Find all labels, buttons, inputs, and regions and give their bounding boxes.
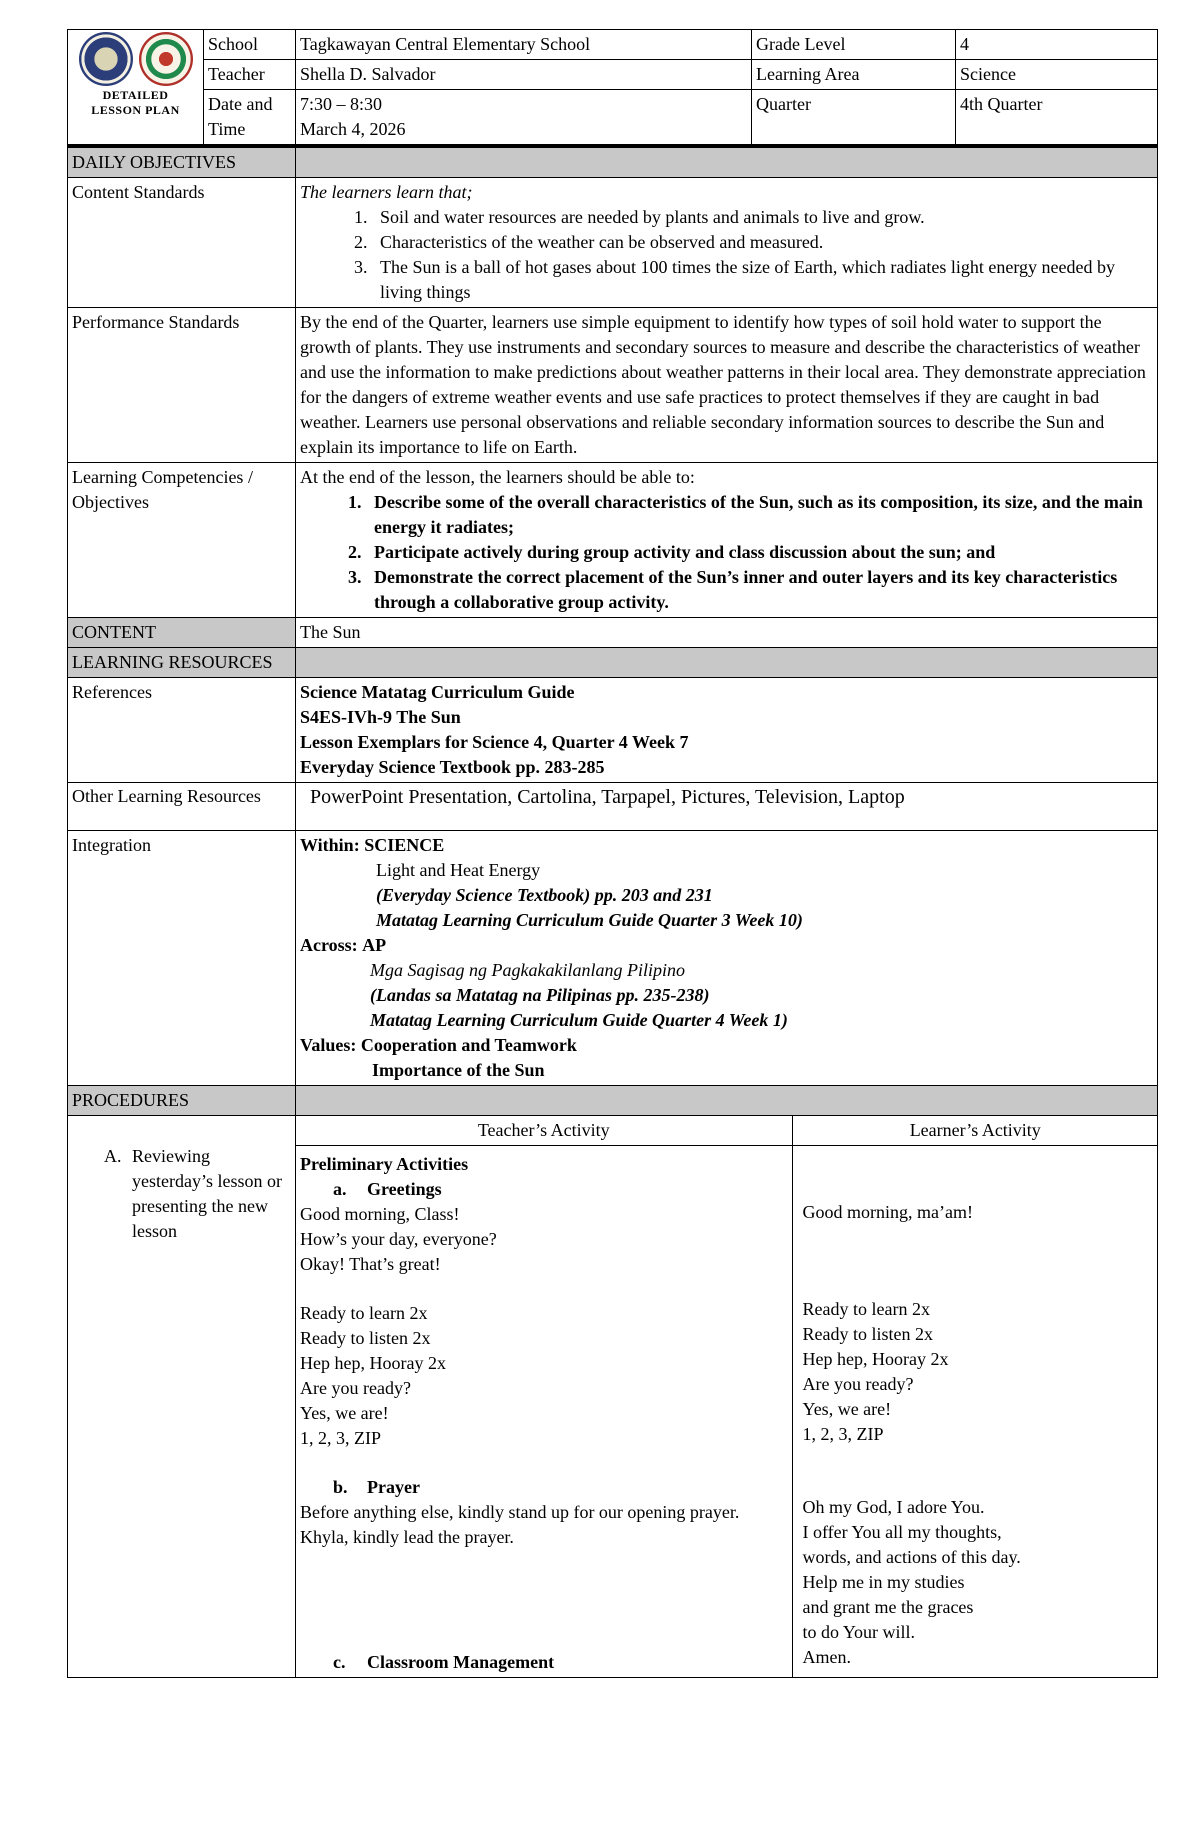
dlp-label-2: LESSON PLAN [91,103,180,117]
values-label: Values: [300,1035,357,1055]
learner-prayer-line: and grant me the graces [802,1597,974,1617]
management-label: Classroom Management [367,1652,555,1672]
prayer-label: Prayer [367,1477,420,1497]
learner-line: Yes, we are! [802,1399,892,1419]
school-label: School [204,30,296,60]
reference-item: Everyday Science Textbook pp. 283-285 [300,757,605,777]
performance-standards-text: By the end of the Quarter, learners use simple equipment to identify how types of soil hold water to support the growth of plants. They use instruments and secondary sources to measure and describe the characteristics of weather and use the information to make predictions about weather patterns in their local area. They demonstrate appreciation for the dangers of extreme weather events and use safe practices to protect themselves if they are caught in bad weather. Learners use personal observations and reliable secondary information sources to describe the Sun and explain its importance to life on Earth. [296,308,1158,463]
teacher-line: Ready to learn 2x [300,1303,428,1323]
integration-cell [296,831,1158,1086]
teacher-line: 1, 2, 3, ZIP [300,1428,381,1448]
area-label: Learning Area [752,60,956,90]
across-topic: Mga Sagisag ng Pagkakakilanlang Pilipino [370,960,685,980]
values-line [300,1033,1153,1058]
school-value: Tagkawayan Central Elementary School [296,30,752,60]
procedures-heading: PROCEDURES [68,1086,296,1116]
procedure-step-cell [68,1116,296,1678]
reference-item: S4ES-IVh-9 The Sun [300,707,461,727]
within-ref-2: Matatag Learning Curriculum Guide Quarter 3 Week 10) [376,910,803,930]
lesson-plan-page [67,29,1157,1678]
content-value: The Sun [296,618,1158,648]
competencies-intro: At the end of the lesson, the learners should be able to: [300,467,695,487]
learning-resources-heading: LEARNING RESOURCES [68,648,296,678]
teacher-label: Teacher [204,60,296,90]
list-item: 1. Describe some of the overall characteristics of the Sun, such as its composition, its size, and the main energy it radiates; [366,490,1153,540]
management-mark: c. [333,1652,346,1672]
learner-prayer-line: words, and actions of this day. [802,1547,1021,1567]
date-value: March 4, 2026 [300,119,406,139]
teacher-line: How’s your day, everyone? [300,1229,497,1249]
learner-prayer-line: I offer You all my thoughts, [802,1522,1002,1542]
learner-line: Good morning, ma’am! [802,1202,973,1222]
learner-line: 1, 2, 3, ZIP [802,1424,884,1444]
deped-seal-icon [79,32,133,86]
teacher-line: Are you ready? [300,1378,411,1398]
integration-label: Integration [68,831,296,1086]
references-label: References [68,678,296,783]
reference-item: Science Matatag Curriculum Guide [300,682,575,702]
header-table [67,29,1158,148]
logo-cell [68,30,204,147]
quarter-label: Quarter [752,90,956,147]
content-standards-label: Content Standards [68,178,296,308]
learner-prayer-line: Amen. [802,1647,851,1667]
daily-objectives-heading-fill [296,148,1158,178]
procedures-heading-fill [296,1086,1158,1116]
within-ref-1: (Everyday Science Textbook) pp. 203 and 231 [376,885,713,905]
grade-label: Grade Level [752,30,956,60]
learner-activity-cell [792,1146,1158,1678]
body-table [67,147,1158,1678]
teacher-line: Yes, we are! [300,1403,389,1423]
quarter-value: 4th Quarter [956,90,1158,147]
across-ref-1: (Landas sa Matatag na Pilipinas pp. 235-238) [370,985,710,1005]
list-item: 2. Participate actively during group activity and class discussion about the sun; and [366,540,1153,565]
teacher-activity-cell [296,1146,792,1678]
preliminary-heading: Preliminary Activities [300,1154,469,1174]
school-seal-icon [139,32,193,86]
teacher-value: Shella D. Salvador [296,60,752,90]
prayer-mark: b. [333,1477,348,1497]
learner-prayer-line: Oh my God, I adore You. [802,1497,985,1517]
learning-resources-heading-fill [296,648,1158,678]
daily-objectives-heading: DAILY OBJECTIVES [68,148,296,178]
content-standards-cell [296,178,1158,308]
learner-line: Hep hep, Hooray 2x [802,1349,949,1369]
date-label-1: Date and [208,94,273,114]
activities-table [296,1116,1158,1677]
grade-value: 4 [956,30,1158,60]
date-label-2: Time [208,119,246,139]
values-2: Importance of the Sun [372,1060,545,1080]
step-a-mark: A. [104,1146,122,1166]
greetings-mark: a. [333,1179,347,1199]
competencies-list [300,490,1153,615]
teacher-prayer-text: Before anything else, kindly stand up for our opening prayer. Khyla, kindly lead the prayer. [300,1502,740,1547]
within-subject: SCIENCE [364,835,445,855]
content-standards-list [300,205,1153,305]
management-heading [300,1650,788,1675]
activities-cell [296,1116,1158,1678]
within-topic: Light and Heat Energy [376,860,541,880]
date-time-value [296,90,752,147]
list-item: 3. Demonstrate the correct placement of the Sun’s inner and outer layers and its key characteristics through a collaborative group activity. [366,565,1153,615]
reference-item: Lesson Exemplars for Science 4, Quarter 4 Week 7 [300,732,689,752]
other-resources-value: PowerPoint Presentation, Cartolina, Tarpapel, Pictures, Television, Laptop [296,783,1158,831]
values-1: Cooperation and Teamwork [360,1035,577,1055]
teacher-line: Ready to listen 2x [300,1328,431,1348]
other-resources-label: Other Learning Resources [68,783,296,831]
dlp-label-1: DETAILED [102,88,169,102]
competencies-cell [296,463,1158,618]
content-standards-intro: The learners learn that; [300,182,473,202]
learner-line: Ready to learn 2x [802,1299,930,1319]
procedure-step-a [68,1116,295,1244]
date-label [204,90,296,147]
list-item: 2. Characteristics of the weather can be observed and measured. [372,230,1153,255]
list-item: 1. Soil and water resources are needed by plants and animals to live and grow. [372,205,1153,230]
across-ref-2: Matatag Learning Curriculum Guide Quarter 4 Week 1) [370,1010,788,1030]
within-label: Within: [300,835,360,855]
teacher-line: Okay! That’s great! [300,1254,441,1274]
content-label: CONTENT [68,618,296,648]
performance-standards-label: Performance Standards [68,308,296,463]
step-a-label: Reviewing yesterday’s lesson or presenting the new lesson [132,1146,282,1241]
across-subject: AP [362,935,387,955]
list-item: 3. The Sun is a ball of hot gases about 100 times the size of Earth, which radiates light energy needed by living things [372,255,1153,305]
teacher-activity-header: Teacher’s Activity [296,1116,792,1146]
prayer-heading [300,1475,788,1500]
learner-line: Ready to listen 2x [802,1324,933,1344]
learner-line: Are you ready? [802,1374,914,1394]
time-value: 7:30 – 8:30 [300,94,383,114]
teacher-line: Hep hep, Hooray 2x [300,1353,446,1373]
area-value: Science [956,60,1158,90]
across-label: Across: [300,935,358,955]
learner-prayer-line: Help me in my studies [802,1572,965,1592]
learner-activity-header: Learner’s Activity [792,1116,1158,1146]
competencies-label: Learning Competencies / Objectives [68,463,296,618]
learner-prayer-line: to do Your will. [802,1622,916,1642]
references-cell [296,678,1158,783]
greetings-label: Greetings [367,1179,442,1199]
across-line [300,933,1153,958]
greetings-heading [300,1177,788,1202]
teacher-line: Good morning, Class! [300,1204,460,1224]
within-line [300,833,1153,858]
